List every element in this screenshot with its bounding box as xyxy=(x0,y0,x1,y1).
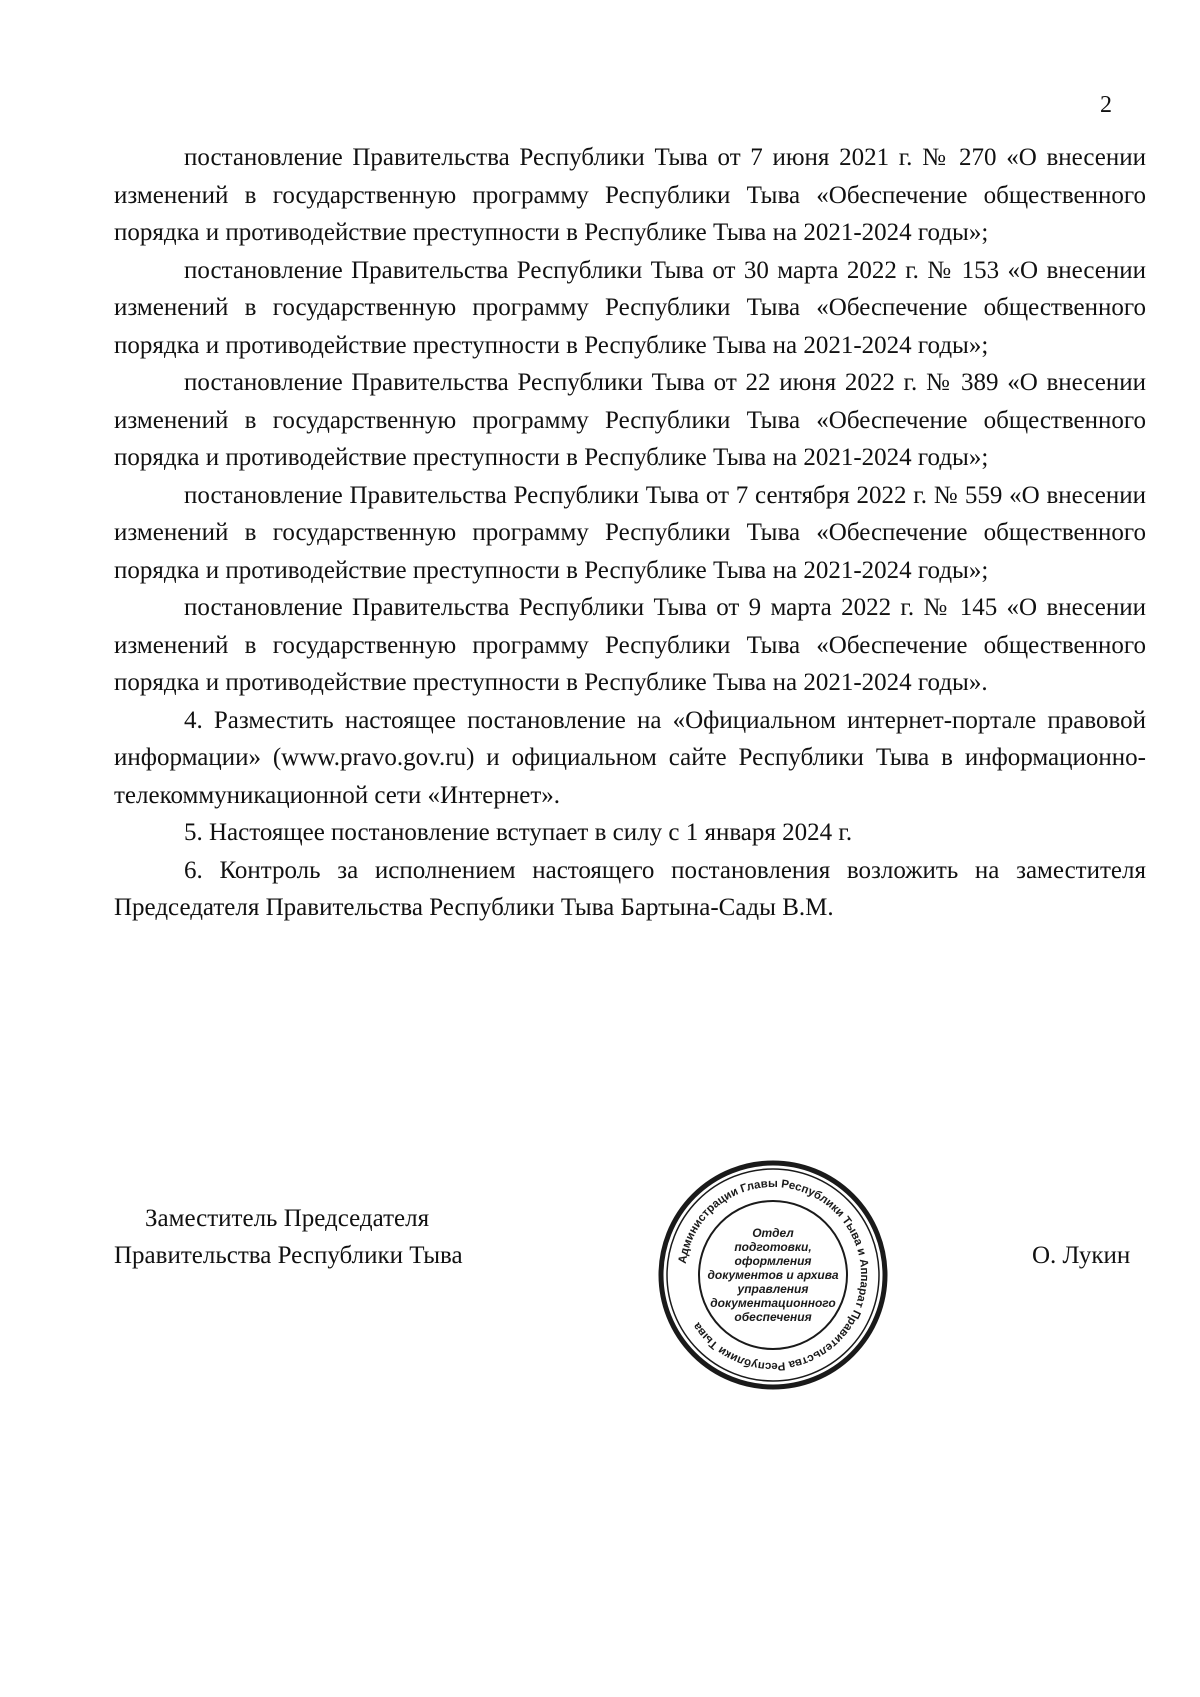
document-body xyxy=(114,139,1146,927)
page-number: 2 xyxy=(1100,92,1112,118)
seal-icon xyxy=(653,1155,893,1395)
seal-center-line: подготовки, xyxy=(734,1240,812,1254)
paragraph-resolution-153: постановление Правительства Республики Тыва от 30 марта 2022 г. № 153 «О внесении изменений в государственную программу Республики Тыва «Обеспечение общественного порядка и противодействие преступности в Республике Тыва на 2021-2024 годы»; xyxy=(114,256,1146,359)
seal-ring-text: Администрации Главы Республики Тыва и Аппарат Правительства Республики Тыва xyxy=(676,1177,871,1373)
signature-title-block xyxy=(114,1200,463,1274)
paragraph-resolution-389: постановление Правительства Республики Тыва от 22 июня 2022 г. № 389 «О внесении изменений в государственную программу Республики Тыва «Обеспечение общественного порядка и противодействие преступности в Республике Тыва на 2021-2024 годы»; xyxy=(114,369,1146,471)
seal-center-line: обеспечения xyxy=(734,1310,812,1324)
paragraph-resolution-559: постановление Правительства Республики Тыва от 7 сентября 2022 г. № 559 «О внесении изменений в государственную программу Республики Тыва «Обеспечение общественного порядка и противодействие преступности в Республике Тыва на 2021-2024 годы»; xyxy=(114,481,1146,584)
paragraph-item-4-publication: 4. Разместить настоящее постановление на «Официальном интернет-портале правовой информации» (www.pravo.gov.ru) и официальном сайте Республики Тыва в информационно-телекоммуникационной сети «Интернет». xyxy=(114,706,1146,809)
seal-center-line: управления xyxy=(737,1282,809,1296)
signature-title-line2: Правительства Республики Тыва xyxy=(114,1242,463,1269)
paragraph-item-5-effective-date: 5. Настоящее постановление вступает в силу с 1 января 2024 г. xyxy=(184,819,853,846)
signer-name: О. Лукин xyxy=(1032,1242,1131,1269)
signature-title-line1: Заместитель Председателя xyxy=(145,1205,430,1232)
seal-center-line: документационного xyxy=(710,1296,836,1310)
official-seal-stamp xyxy=(653,1155,893,1395)
seal-center-line: Отдел xyxy=(752,1226,794,1240)
seal-center-line: оформления xyxy=(734,1254,812,1268)
paragraph-item-6-control: 6. Контроль за исполнением настоящего постановления возложить на заместителя Председателя Правительства Республики Тыва Бартына-Сады В.М. xyxy=(114,856,1146,921)
seal-center-line: документов и архива xyxy=(707,1268,839,1282)
paragraph-resolution-145: постановление Правительства Республики Тыва от 9 марта 2022 г. № 145 «О внесении изменений в государственную программу Республики Тыва «Обеспечение общественного порядка и противодействие преступности в Республике Тыва на 2021-2024 годы». xyxy=(114,594,1146,696)
paragraph-resolution-270: постановление Правительства Республики Тыва от 7 июня 2021 г. № 270 «О внесении изменений в государственную программу Республики Тыва «Обеспечение общественного порядка и противодействие преступности в Республике Тыва на 2021-2024 годы»; xyxy=(114,144,1146,246)
